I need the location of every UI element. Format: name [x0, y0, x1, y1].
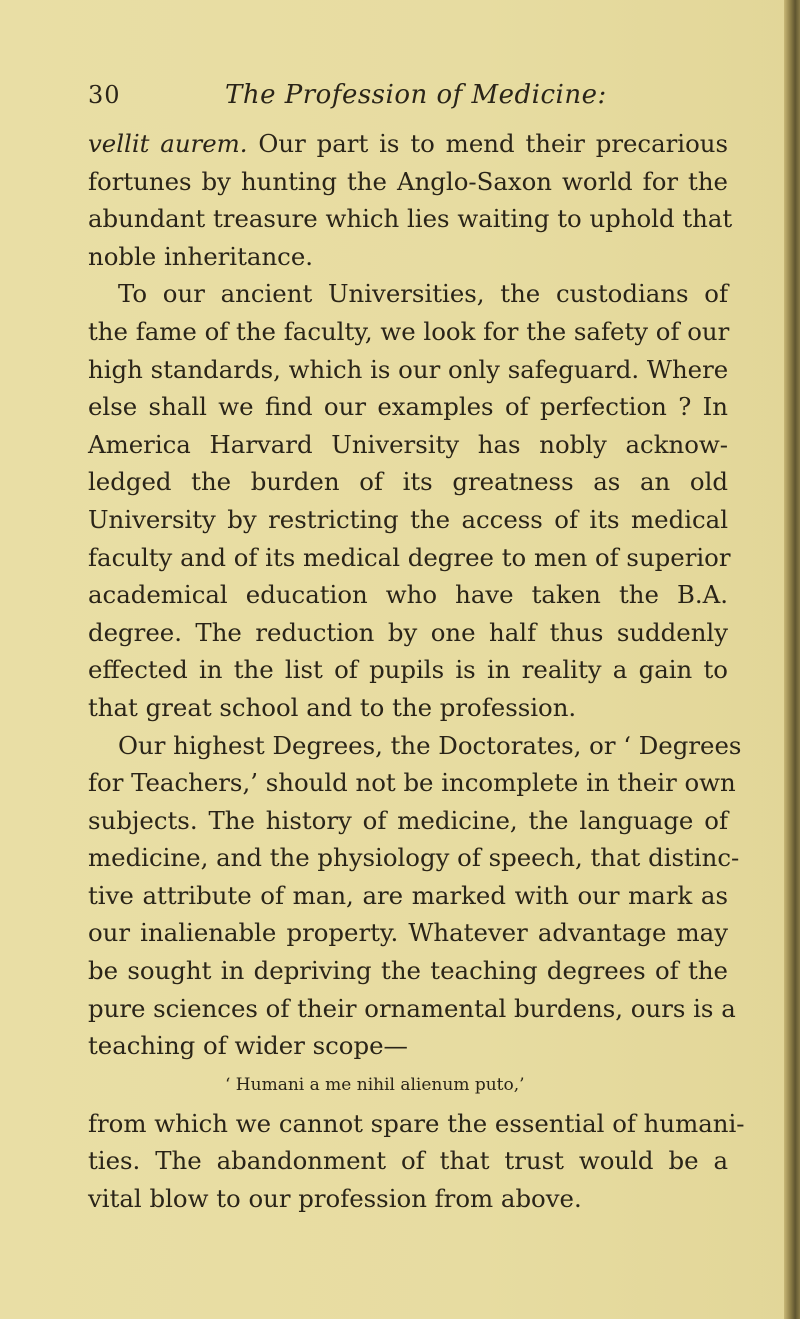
running-title: The Profession of Medicine:: [225, 80, 607, 110]
text-line: abundant treasure which lies waiting to uphold that: [88, 204, 733, 234]
text-line: vital blow to our profession from above.: [88, 1184, 582, 1214]
text-line: from which we cannot spare the essential of humani-: [88, 1108, 745, 1138]
text-line: fortunes by hunting the Anglo-Saxon world for the: [88, 166, 728, 196]
text-line: else shall we find our examples of perfection ? In: [88, 392, 728, 422]
text-line: ties. The abandonment of that trust would be a: [88, 1146, 728, 1176]
text-line: pure sciences of their ornamental burdens, ours is a: [88, 993, 736, 1023]
body-text: [88, 125, 745, 1218]
page-edge-shadow: [784, 0, 800, 1319]
text-line: that great school and to the profession.: [88, 692, 577, 722]
text-line: academical education who have taken the B.A.: [88, 580, 728, 610]
text-line: ledged the burden of its greatness as an old: [88, 467, 728, 497]
running-head: [88, 80, 728, 114]
text-line: subjects. The history of medicine, the language of: [88, 805, 728, 835]
text-line: America Harvard University has nobly acknow-: [88, 429, 728, 459]
text-line: effected in the list of pupils is in reality a gain to: [88, 655, 728, 685]
text-line: tive attribute of man, are marked with our mark as: [88, 880, 728, 910]
text-line: medicine, and the physiology of speech, that distinc-: [88, 843, 740, 873]
text-line: University by restricting the access of its medical: [88, 504, 728, 534]
text-line: high standards, which is our only safeguard. Where: [88, 354, 729, 384]
paragraph-start-line: To our ancient Universities, the custodians of: [118, 279, 728, 309]
text-line: our inalienable property. Whatever advantage may: [88, 918, 728, 948]
text-line: the fame of the faculty, we look for the safety of our: [88, 316, 730, 346]
text-line: faculty and of its medical degree to men of superior: [88, 542, 731, 572]
paragraph-start-line: Our highest Degrees, the Doctorates, or ‘ Degrees: [118, 730, 742, 760]
text-line: [88, 125, 728, 163]
latin-phrase: vellit aurem.: [88, 129, 248, 158]
text-fragment: Our part is to mend their precarious: [247, 129, 729, 158]
text-line: for Teachers,’ should not be incomplete in their own: [88, 768, 736, 798]
latin-quotation: ‘ Humani a me nihil alienum puto,’: [225, 1074, 525, 1095]
text-line: noble inheritance.: [88, 241, 314, 271]
page-number: 30: [88, 81, 121, 109]
text-line: teaching of wider scope—: [88, 1031, 408, 1061]
text-line: degree. The reduction by one half thus suddenly: [88, 617, 728, 647]
text-line: be sought in depriving the teaching degrees of the: [88, 956, 728, 986]
